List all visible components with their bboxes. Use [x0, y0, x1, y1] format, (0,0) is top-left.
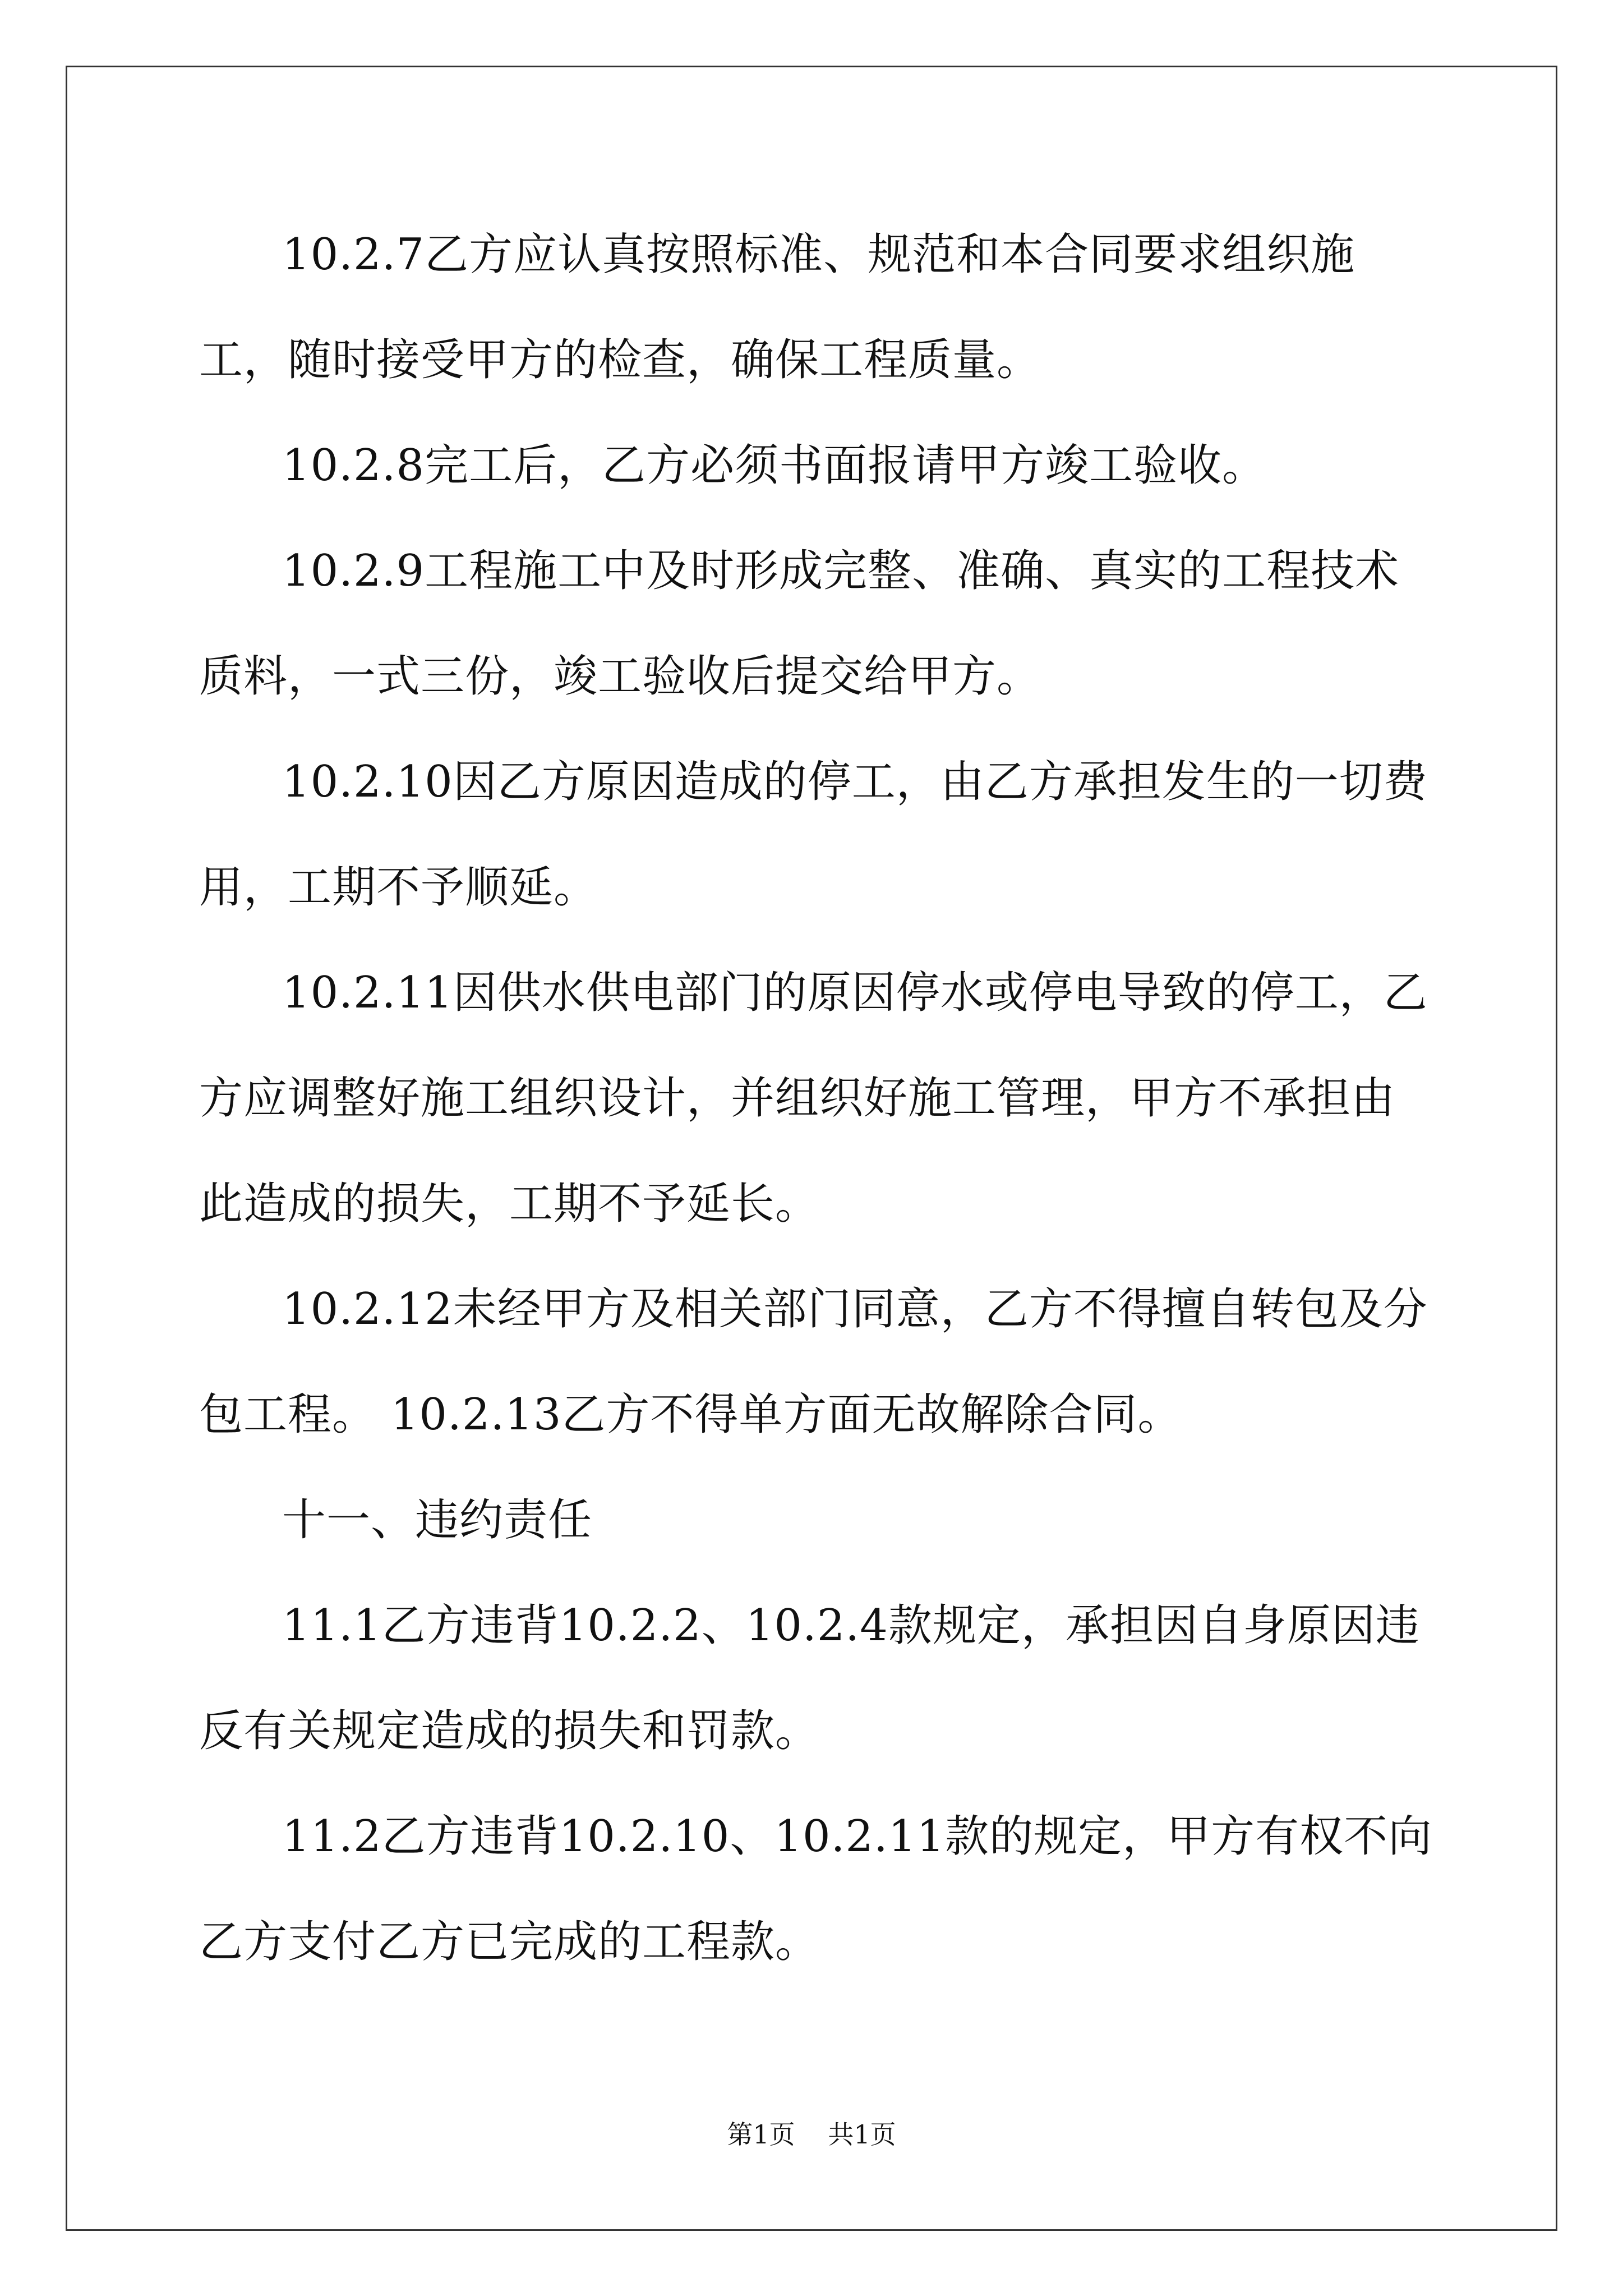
page-total: 共1页 [828, 2119, 896, 2150]
paragraph: 11.1乙方违背10.2.2、10.2.4款规定，承担因自身原因违反有关规定造成的损失和罚款。 [199, 1600, 1420, 1756]
paragraph: 10.2.11因供水供电部门的原因停水或停电导致的停工，乙方应调整好施工组织设计，并组织好施工管理，甲方不承担由此造成的损失，工期不予延长。 [199, 968, 1428, 1229]
paragraph: 10.2.9工程施工中及时形成完整、准确、真实的工程技术质料，一式三份，竣工验收后提交给甲方。 [199, 546, 1400, 702]
page-number: 第1页 [727, 2119, 795, 2150]
paragraph: 10.2.12未经甲方及相关部门同意，乙方不得擅自转包及分包工程。 10.2.13乙方不得单方面无故解除合同。 [199, 1284, 1428, 1440]
paragraph: 10.2.7乙方应认真按照标准、规范和本合同要求组织施工，随时接受甲方的检查，确保工程质量。 [199, 229, 1355, 385]
document-body [199, 202, 1433, 1995]
page-footer [0, 2118, 1623, 2151]
paragraph: 10.2.8完工后，乙方必须书面报请甲方竣工验收。 [282, 440, 1267, 491]
section-heading: 十一、违约责任 [282, 1495, 593, 1545]
paragraph: 11.2乙方违背10.2.10、10.2.11款的规定，甲方有权不向乙方支付乙方已完成的工程款。 [199, 1811, 1433, 1967]
paragraph: 10.2.10因乙方原因造成的停工，由乙方承担发生的一切费用，工期不予顺延。 [199, 757, 1428, 913]
